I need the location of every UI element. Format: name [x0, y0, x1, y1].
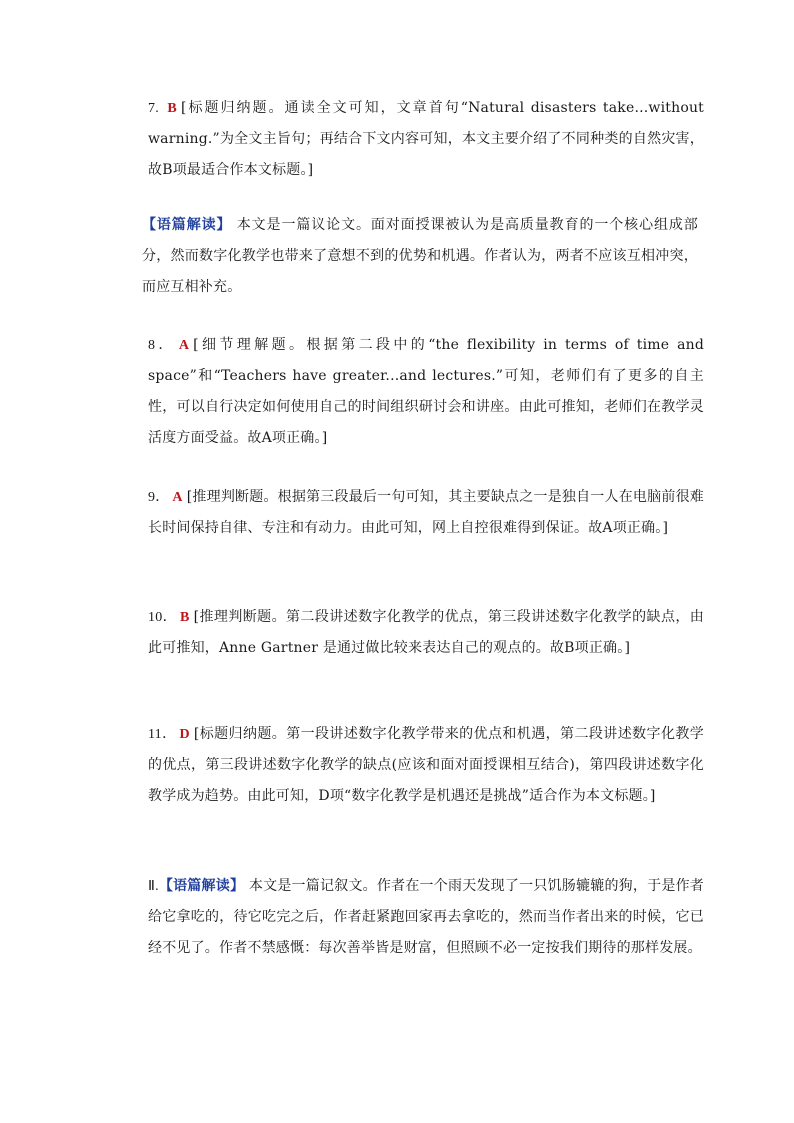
answer-item-11: [118, 719, 704, 812]
section-tag: 【语篇解读】: [142, 217, 232, 233]
passage-analysis-1: [118, 210, 698, 303]
answer-letter: B: [167, 101, 177, 116]
analysis-text: 本文是一篇议论文。面对面授课被认为是高质量教育的一个核心组成部分，然而数字化教学也带来了意想不到的优势和机遇。作者认为，两者不应该互相冲突，而应互相补充。: [142, 217, 698, 295]
answer-letter: B: [180, 610, 190, 625]
question-number: 8．: [148, 338, 176, 353]
analysis-text: 本文是一篇记叙文。作者在一个雨天发现了一只饥肠辘辘的狗，于是作者给它拿吃的，待它吃完之后，作者赶紧跑回家再去拿吃的，然而当作者出来的时候，它已经不见了。作者不禁感慨：每次善举皆是财富，但照顾不必一定按我们期待的那样发展。: [148, 878, 705, 956]
answer-item-9: [118, 482, 704, 544]
explanation-text: [标题归纳题。通读全文可知，文章首句“Natural disasters take...without warning.”为全文主旨句；再结合下文内容可知，本文主要介绍了不同种类的自然灾害，故B项最适合作本文标题。]: [148, 100, 704, 178]
answer-item-10: [118, 602, 704, 664]
passage-analysis-2: [118, 871, 704, 964]
explanation-text: [细节理解题。根据第二段中的“the flexibility in terms of time and space”和“Teachers have greater...and lectures.”可知，老师们有了更多的自主性，可以自行决定如何使用自己的时间组织研讨会和讲座。由此可推知，老师们在教学灵活度方面受益。故A项正确。]: [148, 337, 704, 446]
question-number: 11．: [148, 727, 177, 742]
explanation-text: [推理判断题。根据第三段最后一句可知，其主要缺点之一是独自一人在电脑前很难长时间保持自律、专注和有动力。由此可知，网上自控很难得到保证。故A项正确。]: [148, 489, 704, 536]
section-tag: 【语篇解读】: [158, 878, 245, 894]
section-number: Ⅱ.: [148, 879, 159, 894]
explanation-text: [推理判断题。第二段讲述数字化教学的优点，第三段讲述数字化教学的缺点，由此可推知，Anne Gartner 是通过做比较来表达自己的观点的。故B项正确。]: [148, 609, 704, 656]
question-number: 10．: [148, 610, 178, 625]
answer-item-7: [118, 93, 704, 186]
answer-letter: D: [179, 727, 190, 742]
question-number: 7.: [148, 101, 165, 116]
answer-letter: A: [172, 490, 183, 505]
answer-letter: A: [178, 338, 190, 353]
explanation-text: [标题归纳题。第一段讲述数字化教学带来的优点和机遇，第二段讲述数字化教学的优点，第三段讲述数字化教学的缺点(应该和面对面授课相互结合)，第四段讲述数字化教学成为趋势。由此可知，D项“数字化教学是机遇还是挑战”适合作为本文标题。]: [148, 726, 704, 804]
answer-item-8: [118, 330, 704, 454]
question-number: 9．: [148, 490, 170, 505]
